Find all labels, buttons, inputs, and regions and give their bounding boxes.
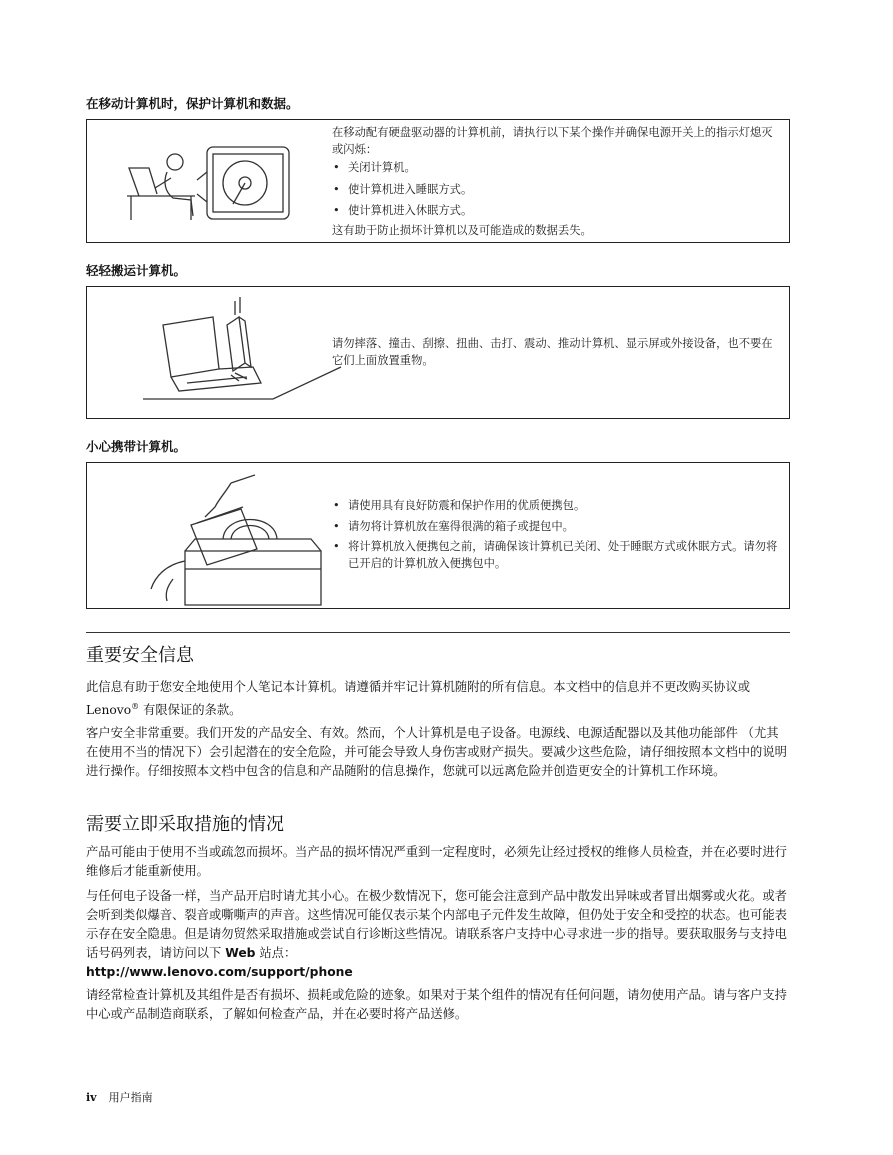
protect-data-list — [332, 160, 782, 220]
protect-data-box — [86, 119, 790, 243]
urgent-paragraph-3: 请经常检查计算机及其组件是否有损坏、损耗或危险的迹象。如果对于某个组件的情况有任何问题，请勿使用产品。请与客户支持中心或产品制造商联系，了解如何检查产品，并在必要时将产品送修。 — [86, 988, 787, 1021]
web-label: Web — [225, 946, 256, 960]
list-item: • 请使用具有良好防震和保护作用的优质便携包。 — [332, 498, 782, 515]
page-footer — [86, 1089, 153, 1105]
list-item: • 请勿将计算机放在塞得很满的箱子或提包中。 — [332, 519, 782, 536]
support-phone-link[interactable]: http://www.lenovo.com/support/phone — [86, 965, 353, 979]
urgent-p2-text: 与任何电子设备一样，当产品开启时请尤其小心。在极少数情况下，您可能会注意到产品中散发出异味或者冒出烟雾或火花。或者会听到类似爆音、裂音或嘶嘶声的声音。这些情况可能仅表示某个内部电子元件发生故障，但仍处于安全和受控的状态。也可能表示存在安全隐患。但是请勿贸然采取措施或尝试自行诊断这些情况。请联系客户支持中心寻求进一步的指导。要获取服务与支持电话号码列表，请访问以下 — [86, 889, 787, 960]
gentle-handling-box — [86, 286, 790, 419]
gentle-handling-text: 请勿摔落、撞击、刮擦、扭曲、击打、震动、推动计算机、显示屏或外接设备，也不要在它们上面放置重物。 — [332, 337, 773, 367]
guide-title: 用户指南 — [108, 1091, 153, 1104]
page-number: iv — [86, 1091, 97, 1104]
urgent-paragraph-1: 产品可能由于使用不当或疏忽而损坏。当产品的损坏情况严重到一定程度时，必须先让经过授权的维修人员检查，并在必要时进行维修后才能重新使用。 — [86, 845, 787, 878]
protect-data-text — [332, 125, 782, 239]
laptop-impact-illustration — [143, 295, 343, 407]
section-divider — [86, 632, 790, 633]
protect-data-outro: 这有助于防止损坏计算机以及可能造成的数据丢失。 — [332, 223, 592, 237]
list-item: • 使计算机进入睡眠方式。 — [332, 182, 782, 199]
carry-carefully-box — [86, 462, 790, 609]
urgent-paragraph-2 — [86, 887, 790, 982]
list-item: • 关闭计算机。 — [332, 160, 782, 177]
laptop-harddisk-illustration — [121, 142, 291, 222]
safety-p1-tail: 有限保证的条款。 — [139, 703, 242, 718]
list-item: • 使计算机进入休眠方式。 — [332, 203, 782, 220]
safety-title: 重要安全信息 — [86, 645, 194, 666]
carry-carefully-text — [332, 498, 782, 572]
urgent-title: 需要立即采取措施的情况 — [86, 814, 284, 835]
laptop-bag-illustration — [145, 469, 345, 607]
registered-mark: ® — [131, 702, 140, 711]
urgent-p2-tail: 站点： — [255, 946, 297, 960]
safety-paragraph-2: 客户安全非常重要。我们开发的产品安全、有效。然而，个人计算机是电子设备。电源线、电源适配器以及其他功能部件 （尤其在使用不当的情况下）会引起潜在的安全危险，并可能会导致人身伤害或财产损失。要减少这些危险，请仔细按照本文档中的说明进行操作。仔细按照本文档中包含的信息和产品随附的信息操作，您就可以远离危险并创造更安全的计算机工作环境。 — [86, 726, 787, 778]
section-heading-protect-data: 在移动计算机时，保护计算机和数据。 — [86, 96, 299, 111]
section-heading-carry-carefully: 小心携带计算机。 — [86, 439, 187, 454]
safety-p1-text: 此信息有助于您安全地使用个人笔记本计算机。请遵循并牢记计算机随附的所有信息。本文档中的信息并不更改购买协议或 Lenovo — [86, 680, 751, 718]
list-item: • 将计算机放入便携包之前，请确保该计算机已关闭、处于睡眠方式或休眠方式。请勿将已开启的计算机放入便携包中。 — [332, 539, 782, 572]
safety-paragraph-1 — [86, 678, 790, 720]
section-heading-gentle-handling: 轻轻搬运计算机。 — [86, 263, 187, 278]
protect-data-intro: 在移动配有硬盘驱动器的计算机前，请执行以下某个操作并确保电源开关上的指示灯熄灭或闪烁： — [332, 126, 773, 156]
carry-carefully-list — [332, 498, 782, 572]
